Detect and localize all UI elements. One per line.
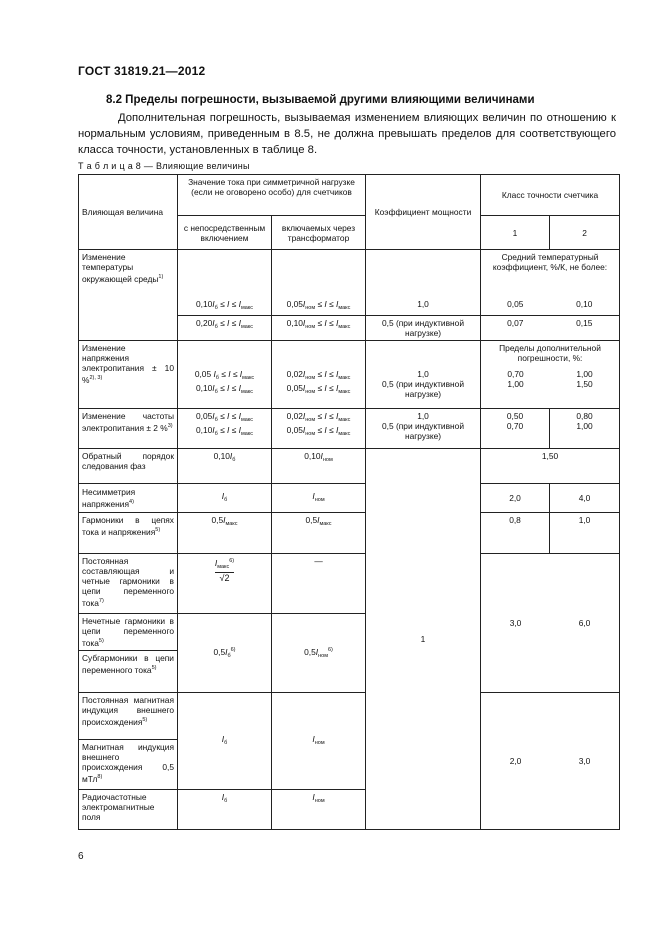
harmonics-c1: 0,8	[481, 512, 550, 553]
phase-direct: $0,10I_б$	[178, 448, 272, 483]
phase-transformer: $0,10I_{ном}$	[272, 448, 366, 483]
shared-class-a	[481, 553, 620, 692]
head-class-2: 2	[550, 216, 620, 250]
influence-table	[78, 174, 620, 830]
row-harmonics-name: Гармоники в цепях тока и напряжения$^{5)}$	[79, 512, 178, 553]
odd-sub-direct: $0,5I_б^{6)}$	[178, 613, 272, 692]
shared-class-a-c1: 3,0	[509, 617, 522, 628]
voltage-pf: 1,0 0,5 (при индуктивной нагрузке)	[366, 340, 481, 408]
head-direct: с непосредственным включением	[178, 216, 272, 250]
temp-r1-transformer: $0,05I_{ном} \le I \le I_{макс}$	[272, 297, 366, 316]
frequency-pf: 1,0 0,5 (при индуктивной нагрузке)	[366, 408, 481, 448]
row-odd-name: Нечетные гармоники в цепи переменного тока$^{5)}$	[79, 613, 178, 650]
dc-transformer: —	[272, 553, 366, 613]
temp-r2-c2: 0,15	[550, 315, 620, 340]
shared-class-b	[481, 692, 620, 829]
magn-direct: $I_б$	[178, 692, 272, 789]
temp-r1-direct: $0,10I_б \le I \le I_{макс}$	[178, 297, 272, 316]
head-power-factor: Коэффициент мощности	[366, 175, 481, 250]
temp-r1-pf: 1,0	[366, 297, 481, 316]
rf-direct: $I_б$	[178, 789, 272, 829]
section-heading: 8.2 Пределы погрешности, вызываемой другими влияющими величинами	[106, 94, 535, 106]
unbalance-direct: $I_б$	[178, 483, 272, 512]
temp-r2-pf: 0,5 (при индуктивной нагрузке)	[366, 315, 481, 340]
voltage-transformer: $0,02I_{ном} \le I \le I_{макс}$ $0,05I_{ном} \le I \le I_{макс}$	[272, 340, 366, 408]
shared-class-b-c1: 2,0	[509, 755, 522, 766]
voltage-classes	[481, 340, 620, 408]
temp-r1-c1: 0,05	[481, 297, 550, 316]
voltage-c2: 1,00 1,50	[576, 368, 593, 389]
head-transformer: включаемых через трансформатор	[272, 216, 366, 250]
temp-r1-c2: 0,10	[550, 297, 620, 316]
row-unbalance-name: Несимметрия напряжения$^{4)}$	[79, 483, 178, 512]
head-influence: Влияющая величина	[79, 175, 178, 250]
temp-r2-transformer: $0,10I_{ном} \le I \le I_{макс}$	[272, 315, 366, 340]
shared-power-factor: 1	[366, 448, 481, 829]
unbalance-c2: 4,0	[550, 483, 620, 512]
head-accuracy-class: Класс точности счетчика	[481, 175, 620, 216]
phase-value: 1,50	[481, 448, 620, 483]
unbalance-transformer: $I_{ном}$	[272, 483, 366, 512]
row-phase-name: Обратный порядок следования фаз	[79, 448, 178, 483]
shared-class-a-c2: 6,0	[578, 617, 591, 628]
frequency-transformer: $0,02I_{ном} \le I \le I_{макс}$ $0,05I_{ном} \le I \le I_{макс}$	[272, 408, 366, 448]
document-header: ГОСТ 31819.21—2012	[78, 64, 206, 78]
row-sub-name: Субгармоники в цепи переменного тока$^{5)}$	[79, 650, 178, 692]
magn-transformer: $I_{ном}$	[272, 692, 366, 789]
voltage-c1: 0,70 1,00	[507, 368, 524, 389]
row-voltage-name: Изменение напряжения электропитания ± 10 %$^{2), 3)}$	[79, 340, 178, 408]
head-current-group: Значение тока при симметричной нагрузке (если не оговорено особо) для счетчиков	[178, 175, 366, 216]
frequency-c1: 0,50 0,70	[481, 408, 550, 448]
row-frequency-name: Изменение частоты электропитания ± 2 %$^{3)}$	[79, 408, 178, 448]
odd-sub-transformer: $0,5I_{ном}^{6)}$	[272, 613, 366, 692]
frequency-direct: $0,05I_б \le I \le I_{макс}$ $0,10I_б \le I \le I_{макс}$	[178, 408, 272, 448]
row-dc-name: Постоянная составляющая и четные гармоники в цепи переменного тока$^{7)}$	[79, 553, 178, 613]
head-class-1: 1	[481, 216, 550, 250]
row-rf-name: Радиочастотные электромагнитные поля	[79, 789, 178, 829]
row-temperature-name: Изменение температуры окружающей среды$^{1)}$	[79, 250, 178, 341]
rf-transformer: $I_{ном}$	[272, 789, 366, 829]
unbalance-c1: 2,0	[481, 483, 550, 512]
row-magn-ac-name: Магнитная индукция внешнего происхождения 0,5 мТл$^{8)}$	[79, 739, 178, 789]
row-magn-dc-name: Постоянная магнитная индукция внешнего происхождения$^{5)}$	[79, 692, 178, 739]
voltage-subhead: Пределы дополнительной погрешности, %:	[499, 342, 601, 363]
page-number: 6	[78, 851, 84, 862]
frequency-c2: 0,80 1,00	[550, 408, 620, 448]
temp-r2-c1: 0,07	[481, 315, 550, 340]
body-paragraph: Дополнительная погрешность, вызываемая изменением влияющих величин по отношению к нормальным условиям, приведенным в 8.5, не должна превышать пределов для соответствующего класса точности, установленных в таблице 8.	[78, 112, 616, 156]
dc-direct: $I_{макс}^{6)}$ √2	[178, 553, 272, 613]
table-caption: Т а б л и ц а 8 — Влияющие величины	[78, 161, 250, 171]
harmonics-direct: $0,5I_{макс}$	[178, 512, 272, 553]
harmonics-transformer: $0,5I_{макс}$	[272, 512, 366, 553]
voltage-direct: 0,05 $I_б \le I \le I_{макс}$ $0,10I_б \le I \le I_{макс}$	[178, 340, 272, 408]
harmonics-c2: 1,0	[550, 512, 620, 553]
temp-r2-direct: $0,20I_б \le I \le I_{макс}$	[178, 315, 272, 340]
temp-subhead: Средний температурный коэффициент, %/К, не более:	[481, 250, 620, 297]
shared-class-b-c2: 3,0	[578, 755, 591, 766]
